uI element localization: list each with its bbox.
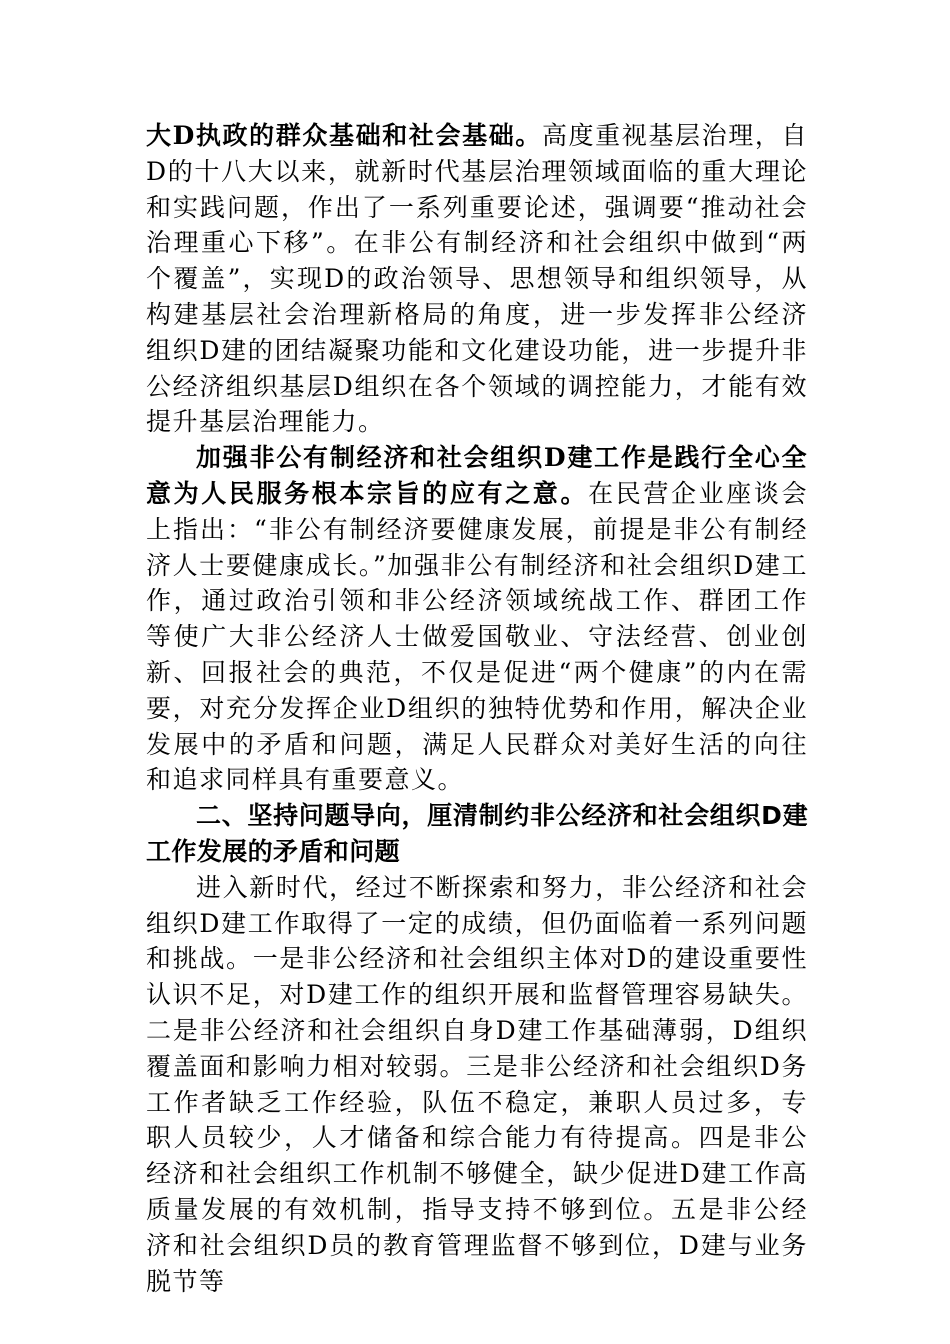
document-body [146,118,808,1299]
paragraph-body-text: 高度重视基层治理，自D的十八大以来，就新时代基层治理领域面临的重大理论和实践问题，作出了一系列重要论述，强调要“推动社会治理重心下移”。在非公有制经济和社会组织中做到“两个覆盖”，实现D的政治领导、思想领导和组织领导，从构建基层社会治理新格局的角度，进一步发挥非公经济组织D建的团结凝聚功能和文化建设功能，进一步提升非公经济组织基层D组织在各个领域的调控能力，才能有效提升基层治理能力。 [146,121,808,437]
paragraph-lead-text: 加强非公有制经济和社会组织D建工作是践行全心全意为人民服务根本宗旨的应有之意。 [146,443,808,508]
paragraph-body-text: 在民营企业座谈会上指出：“非公有制经济要健康发展，前提是非公有制经济人士要健康成长。”加强非公有制经济和社会组织D建工作，通过政治引领和非公经济领域统战工作、群团工作等使广大非公经济人士做爱国敬业、守法经营、创业创新、回报社会的典范，不仅是促进“两个健康”的内在需要，对充分发挥企业D组织的独特优势和作用，解决企业发展中的矛盾和问题，满足人民群众对美好生活的向往和追求同样具有重要意义。 [146,478,808,795]
paragraph-serve-the-people [146,440,808,798]
paragraph-lead-text: 大D执政的群众基础和社会基础。 [146,121,542,150]
paragraph-body-text: 进入新时代，经过不断探索和努力，非公经济和社会组织D建工作取得了一定的成绩，但仍面临着一系列问题和挑战。一是非公经济和社会组织主体对D的建设重要性认识不足，对D建工作的组织开展和监督管理容易缺失。二是非公经济和社会组织自身D建工作基础薄弱，D组织覆盖面和影响力相对较弱。三是非公经济和社会组织D务工作者缺乏工作经验，队伍不稳定，兼职人员过多，专职人员较少，人才储备和综合能力有待提高。四是非公经济和社会组织工作机制不够健全，缺少促进D建工作高质量发展的有效机制，指导支持不够到位。五是非公经济和社会组织D员的教育管理监督不够到位，D建与业务脱节等 [146,872,808,1296]
section-heading: 二、坚持问题导向，厘清制约非公经济和社会组织D建工作发展的矛盾和问题 [146,801,808,866]
paragraph-problems-and-challenges [146,870,808,1300]
paragraph-grassroots-governance [146,118,808,440]
